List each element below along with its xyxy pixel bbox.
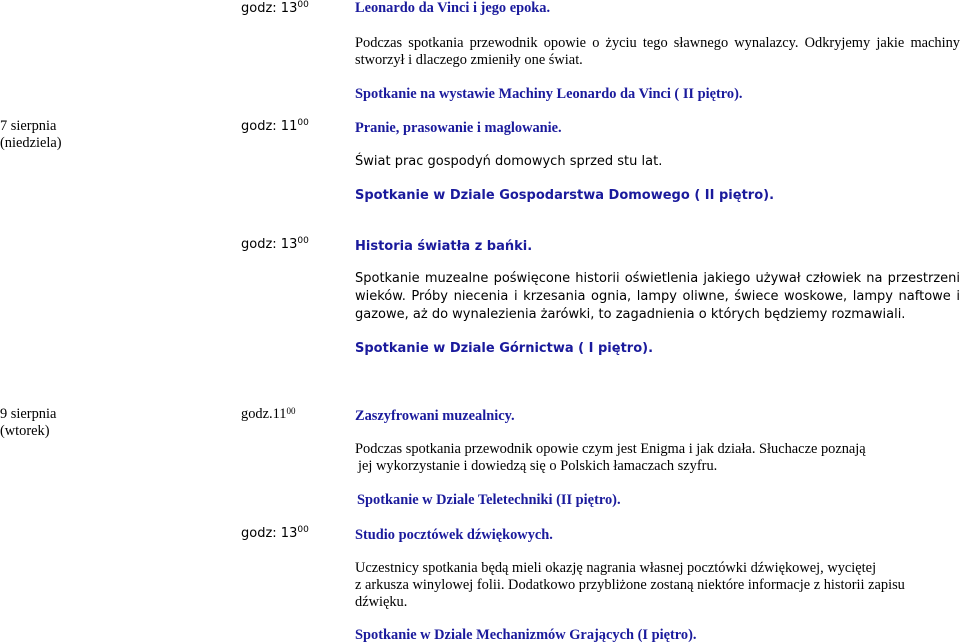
event-weekday: (niedziela): [0, 135, 62, 151]
event-description-line: dźwięku.: [355, 594, 408, 610]
event-description: Podczas spotkania przewodnik opowie o życiu tego sławnego wynalazcy. Odkryjemy jakie machiny stworzył i dlaczego zmieniły one świat.: [355, 35, 960, 68]
event-title: Studio pocztówek dźwiękowych.: [355, 527, 553, 543]
event-title: Historia światła z bańki.: [355, 239, 533, 254]
event-date: 9 sierpnia: [0, 406, 57, 422]
time-label: godz: $11^{00}$: [241, 118, 309, 134]
event-description-line: Podczas spotkania przewodnik opowie czym jest Enigma i jak działa. Słuchacze poznają: [355, 441, 866, 457]
event-weekday: (wtorek): [0, 423, 50, 439]
event-location: Spotkanie w Dziale Górnictwa ( I piętro).: [355, 341, 654, 356]
event-location: Spotkanie w Dziale Gospodarstwa Domowego ( II piętro).: [355, 188, 775, 203]
event-description-line: jej wykorzystanie i dowiedzą się o Polskich łamaczach szyfru.: [358, 458, 718, 474]
event-date: 7 sierpnia: [0, 118, 57, 134]
event-description: Świat prac gospodyń domowych sprzed stu lat.: [355, 154, 663, 169]
event-description: Spotkanie muzealne poświęcone historii oświetlenia jakiego używał człowiek na przestrzeni wieków. Próby niecenia i krzesania ognia, lampy oliwne, świece woskowe, lampy naftowe i gazowe, aż do wynalezienia żarówki, to zagadnienia o których będziemy rozmawiali.: [355, 271, 960, 322]
event-description-line: z arkusza winylowej folii. Dodatkowo przybliżone zostaną niektóre informacje z historii zapisu: [355, 577, 905, 593]
event-title: Zaszyfrowani muzealnicy.: [355, 408, 515, 424]
event-location: Spotkanie w Dziale Teletechniki (II piętro).: [357, 492, 621, 508]
event-location: Spotkanie w Dziale Mechanizmów Grających (I piętro).: [355, 627, 697, 643]
event-description-line: Uczestnicy spotkania będą mieli okazję nagrania własnej pocztówki dźwiękowej, wyciętej: [355, 560, 877, 576]
time-label: godz: $13^{00}$: [241, 236, 309, 252]
time-label: godz: $13^{00}$: [241, 0, 309, 16]
time-label: godz: $13^{00}$: [241, 525, 309, 541]
event-location: Spotkanie na wystawie Machiny Leonardo da Vinci ( II piętro).: [355, 86, 743, 102]
event-title: Pranie, prasowanie i maglowanie.: [355, 120, 562, 136]
event-title: Leonardo da Vinci i jego epoka.: [355, 0, 551, 16]
time-label: $godz.11^{00}$: [241, 406, 296, 422]
